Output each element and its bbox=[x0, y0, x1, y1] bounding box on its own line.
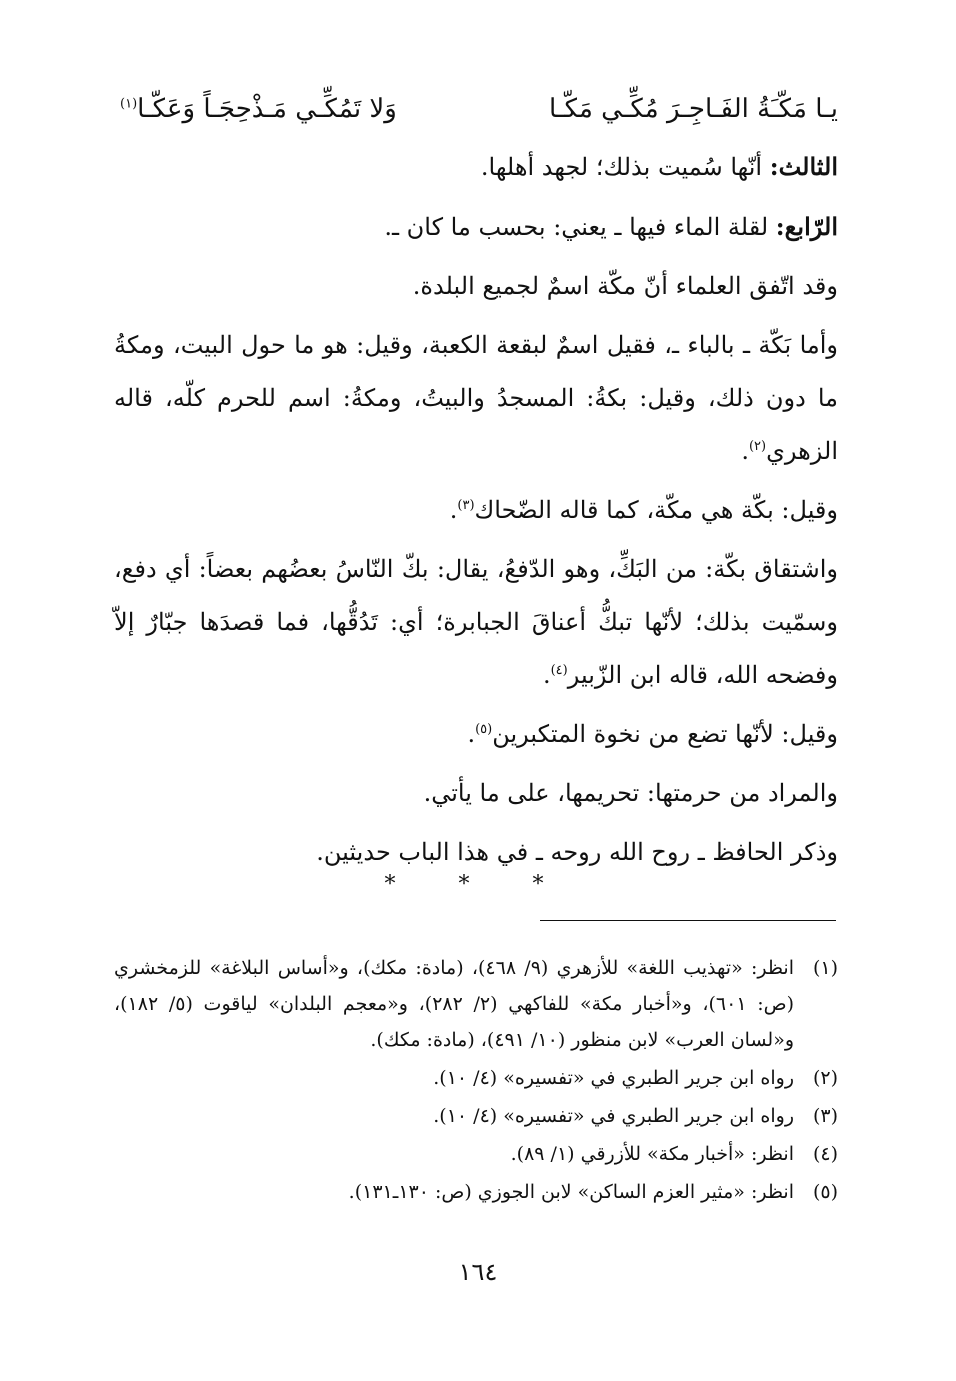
paragraph-text: وأما بَكّة ـ بالباء ـ، فقيل اسمٌ لبقعة الكعبة، وقيل: هو ما حول البيت، ومكةُ ما دون ذلك، وقيل: بكةُ: المسجدُ والبيتُ، ومكةُ: اسم للحرم كلّه، قاله الزهري bbox=[114, 331, 838, 465]
footnote-text: انظر: «أخبار مكة» للأزرقي (١/ ٨٩). bbox=[510, 1143, 794, 1165]
footnote-number: (٥) bbox=[812, 1181, 838, 1203]
footnote-item bbox=[114, 1136, 838, 1172]
paragraph-text: لقلة الماء فيها ـ يعني: بحسب ما كان ـ. bbox=[384, 213, 776, 241]
paragraph-text: واشتقاق بكّة: من البَكِّ، وهو الدّفعُ، يقال: بكّ النّاسُ بعضُهم بعضاً: أي دفع، وسمّيت بذلك؛ لأنّها تبكُّ أعناقَ الجبابرة؛ أي: تَدُقُّها، فما قصدَها جبّارٌ إلاّ وفضحه الله، قاله ابن الزّبير bbox=[114, 555, 838, 689]
paragraph-tail: . bbox=[542, 661, 551, 689]
footnote-number: (٤) bbox=[812, 1143, 838, 1165]
paragraph-text: والمراد من حرمتها: تحريمها، على ما يأتي. bbox=[423, 779, 838, 807]
paragraph-lead: الرّابع: bbox=[775, 212, 838, 241]
footnote-number: (٣) bbox=[812, 1105, 838, 1127]
main-text bbox=[114, 84, 838, 879]
paragraph-text: وذكر الحافظ ـ روح الله روحه ـ في هذا الباب حديثين. bbox=[316, 838, 838, 866]
footnote-ref-5: (٥) bbox=[475, 722, 493, 737]
paragraph-tail: . bbox=[741, 437, 749, 465]
paragraph-text: أنّها سُميت بذلك؛ لجهد أهلها. bbox=[480, 153, 770, 181]
paragraph-fourth-reason bbox=[114, 200, 838, 254]
paragraph-tail: . bbox=[449, 496, 458, 524]
footnote-item bbox=[114, 1060, 838, 1096]
section-separator: * * * bbox=[384, 872, 572, 897]
paragraph-text: وقيل: بكّة هي مكّة، كما قاله الضّحاك bbox=[474, 496, 838, 524]
poetry-verse bbox=[114, 84, 838, 134]
paragraph-etymology bbox=[114, 543, 838, 702]
verse-first-hemistich: يـا مَكّـَةُ الفَـاجِـرَ مُكِّـي مَكّـا bbox=[549, 94, 838, 124]
paragraph-text: وقد اتّفق العلماء أنّ مكّة اسمٌ لجميع البلدة. bbox=[412, 272, 838, 300]
footnote-ref-4: (٤) bbox=[550, 663, 568, 678]
footnote-item bbox=[114, 950, 838, 1058]
paragraph-text: وقيل: لأنّها تضع من نخوة المتكبرين bbox=[492, 720, 838, 748]
paragraph-arrogant bbox=[114, 708, 838, 761]
verse-second-hemistich: وَلا تَمُكِّـي مَـذْحِجَـاً وَعَكّـا bbox=[137, 94, 397, 124]
page-number: ١٦٤ bbox=[458, 1258, 498, 1286]
paragraph-bakkah bbox=[114, 319, 838, 478]
paragraph-tail: . bbox=[467, 720, 476, 748]
footnote-ref-2: (٢) bbox=[748, 439, 767, 454]
footnote-text: انظر: «تهذيب اللغة» للأزهري (٩/ ٤٦٨)، (مادة: مكك)، و«أساس البلاغة» للزمخشري (ص: ٦٠١)، و«أخبار مكة» للفاكهي (٢/ ٢٨٢)، و«معجم البلدان» لياقوت (٥/ ١٨٢)، و«لسان العرب» لابن منظور (١٠/ ٤٩١)، (مادة: مكك). bbox=[114, 957, 794, 1051]
paragraph-lead: الثالث: bbox=[769, 152, 838, 181]
footnote-ref-1: (١) bbox=[120, 96, 138, 112]
paragraph-sanctity bbox=[114, 767, 838, 820]
verse-second-hemistich-wrap bbox=[120, 84, 397, 134]
footnote-number: (٢) bbox=[812, 1067, 838, 1089]
footnotes bbox=[114, 950, 838, 1212]
footnote-text: انظر: «مثير العزم الساكن» لابن الجوزي (ص: ١٣٠ـ١٣١). bbox=[348, 1181, 794, 1203]
footnote-text: رواه ابن جرير الطبري في «تفسيره» (٤/ ١٠). bbox=[433, 1105, 794, 1127]
footnote-item bbox=[114, 1098, 838, 1134]
footnote-item bbox=[114, 1174, 838, 1210]
footnote-divider bbox=[540, 920, 836, 921]
footnote-ref-3: (٣) bbox=[457, 498, 475, 513]
paragraph-dahhak bbox=[114, 484, 838, 537]
paragraph-third-reason bbox=[114, 140, 838, 194]
paragraph-agreement bbox=[114, 260, 838, 313]
footnote-number: (١) bbox=[812, 957, 838, 979]
footnote-text: رواه ابن جرير الطبري في «تفسيره» (٤/ ١٠). bbox=[433, 1067, 794, 1089]
